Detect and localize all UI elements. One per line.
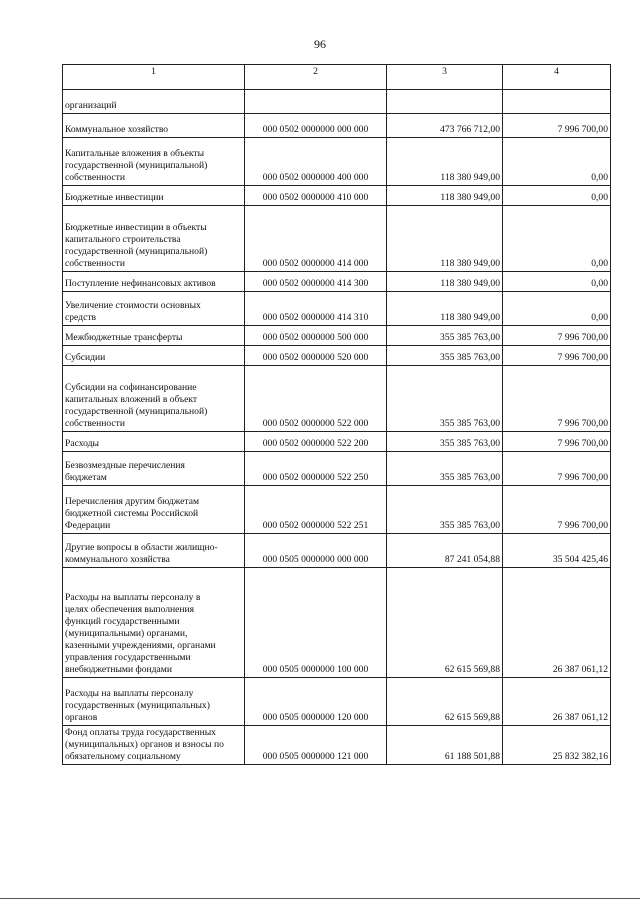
table-row: [63, 90, 611, 114]
row-amount-4-cell: [503, 90, 611, 114]
row-code-cell: 000 0502 0000000 400 000: [245, 138, 387, 186]
row-amount-3-cell: 118 380 949,00: [387, 206, 503, 272]
row-name-cell: Капитальные вложения в объекты государственной (муниципальной) собственности: [63, 138, 245, 186]
row-name-cell: Перечисления другим бюджетам бюджетной системы Российской Федерации: [63, 486, 245, 534]
row-code-cell: 000 0502 0000000 414 300: [245, 272, 387, 292]
table-header: [63, 65, 611, 90]
row-code-cell: 000 0502 0000000 000 000: [245, 114, 387, 138]
row-amount-4-cell: 0,00: [503, 206, 611, 272]
row-code-cell: 000 0502 0000000 414 000: [245, 206, 387, 272]
row-amount-4-cell: 25 832 382,16: [503, 726, 611, 765]
table-row: [63, 486, 611, 534]
row-name-cell: Межбюджетные трансферты: [63, 326, 245, 346]
column-header-1: 1: [63, 65, 245, 90]
table-row: [63, 726, 611, 765]
row-amount-3-cell: 355 385 763,00: [387, 486, 503, 534]
row-code-cell: 000 0505 0000000 100 000: [245, 568, 387, 678]
row-amount-3-cell: 355 385 763,00: [387, 346, 503, 366]
row-amount-4-cell: 26 387 061,12: [503, 678, 611, 726]
row-code-cell: 000 0502 0000000 522 000: [245, 366, 387, 432]
column-header-2: 2: [245, 65, 387, 90]
row-name-cell: Увеличение стоимости основных средств: [63, 292, 245, 326]
table-row: [63, 206, 611, 272]
row-amount-4-cell: 7 996 700,00: [503, 486, 611, 534]
table-row: [63, 452, 611, 486]
row-amount-4-cell: 35 504 425,46: [503, 534, 611, 568]
table-row: [63, 292, 611, 326]
page-bottom-border: [0, 898, 640, 899]
row-code-cell: 000 0505 0000000 000 000: [245, 534, 387, 568]
table-body: [63, 90, 611, 765]
row-name-cell: Коммунальное хозяйство: [63, 114, 245, 138]
header-row: [63, 65, 611, 90]
row-amount-3-cell: 62 615 569,88: [387, 568, 503, 678]
row-name-cell: Безвозмездные перечисления бюджетам: [63, 452, 245, 486]
row-code-cell: 000 0505 0000000 120 000: [245, 678, 387, 726]
row-amount-4-cell: 7 996 700,00: [503, 452, 611, 486]
row-amount-3-cell: 87 241 054,88: [387, 534, 503, 568]
table-row: [63, 678, 611, 726]
table-row: [63, 114, 611, 138]
table-row: [63, 326, 611, 346]
row-code-cell: 000 0502 0000000 410 000: [245, 186, 387, 206]
column-header-3: 3: [387, 65, 503, 90]
row-name-cell: Бюджетные инвестиции в объекты капитального строительства государственной (муниципальной) собственности: [63, 206, 245, 272]
row-amount-3-cell: 355 385 763,00: [387, 326, 503, 346]
row-code-cell: [245, 90, 387, 114]
row-amount-4-cell: 7 996 700,00: [503, 114, 611, 138]
page-number: 96: [314, 37, 326, 51]
row-name-cell: Поступление нефинансовых активов: [63, 272, 245, 292]
row-amount-4-cell: 7 996 700,00: [503, 366, 611, 432]
row-amount-4-cell: 0,00: [503, 272, 611, 292]
row-amount-3-cell: 61 188 501,88: [387, 726, 503, 765]
row-amount-4-cell: 26 387 061,12: [503, 568, 611, 678]
table-row: [63, 568, 611, 678]
table-row: [63, 186, 611, 206]
row-amount-3-cell: 355 385 763,00: [387, 366, 503, 432]
table-row: [63, 346, 611, 366]
row-amount-3-cell: 355 385 763,00: [387, 432, 503, 452]
table-row: [63, 432, 611, 452]
row-name-cell: Расходы: [63, 432, 245, 452]
table-row: [63, 534, 611, 568]
row-amount-3-cell: 355 385 763,00: [387, 452, 503, 486]
table-row: [63, 138, 611, 186]
row-name-cell: Субсидии на софинансирование капитальных вложений в объект государственной (муниципальной) собственности: [63, 366, 245, 432]
row-amount-3-cell: 118 380 949,00: [387, 138, 503, 186]
row-amount-3-cell: 118 380 949,00: [387, 186, 503, 206]
row-amount-3-cell: 62 615 569,88: [387, 678, 503, 726]
row-amount-4-cell: 7 996 700,00: [503, 346, 611, 366]
row-name-cell: организаций: [63, 90, 245, 114]
row-name-cell: Субсидии: [63, 346, 245, 366]
row-amount-3-cell: 118 380 949,00: [387, 272, 503, 292]
row-code-cell: 000 0502 0000000 522 251: [245, 486, 387, 534]
budget-table: [62, 64, 611, 765]
row-amount-4-cell: 7 996 700,00: [503, 432, 611, 452]
row-amount-4-cell: 0,00: [503, 292, 611, 326]
row-amount-3-cell: 118 380 949,00: [387, 292, 503, 326]
row-amount-4-cell: 0,00: [503, 138, 611, 186]
row-amount-4-cell: 0,00: [503, 186, 611, 206]
row-name-cell: Расходы на выплаты персоналу государственных (муниципальных) органов: [63, 678, 245, 726]
row-amount-3-cell: [387, 90, 503, 114]
row-name-cell: Расходы на выплаты персоналу в целях обеспечения выполнения функций государственными (муниципальными) органами, казенными учреждениями, органами управления государственными внебюджетными фондами: [63, 568, 245, 678]
row-name-cell: Другие вопросы в области жилищно- коммунального хозяйства: [63, 534, 245, 568]
row-code-cell: 000 0502 0000000 522 200: [245, 432, 387, 452]
row-code-cell: 000 0505 0000000 121 000: [245, 726, 387, 765]
table-row: [63, 272, 611, 292]
row-code-cell: 000 0502 0000000 520 000: [245, 346, 387, 366]
row-code-cell: 000 0502 0000000 500 000: [245, 326, 387, 346]
table-row: [63, 366, 611, 432]
column-header-4: 4: [503, 65, 611, 90]
row-amount-4-cell: 7 996 700,00: [503, 326, 611, 346]
row-code-cell: 000 0502 0000000 522 250: [245, 452, 387, 486]
row-amount-3-cell: 473 766 712,00: [387, 114, 503, 138]
row-name-cell: Бюджетные инвестиции: [63, 186, 245, 206]
row-name-cell: Фонд оплаты труда государственных (муниципальных) органов и взносы по обязательному социальному: [63, 726, 245, 765]
row-code-cell: 000 0502 0000000 414 310: [245, 292, 387, 326]
